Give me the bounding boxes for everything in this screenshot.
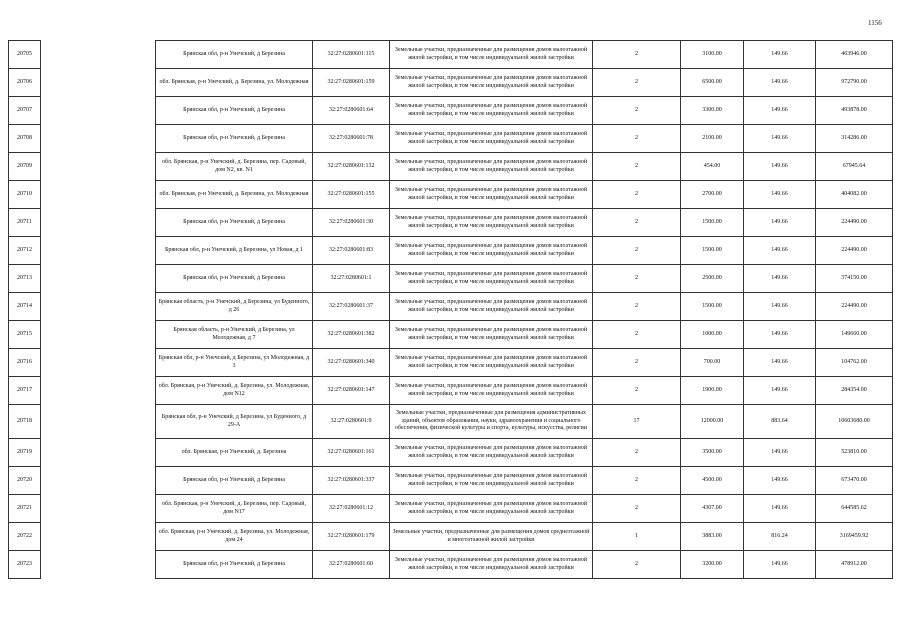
cadastral-number-cell: 32:27:0280601:30 <box>313 209 390 237</box>
land-use-cell: Земельные участки, предназначенные для размещения домов малоэтажной жилой застройки, в том числе индивидуальной жилой застройки <box>390 125 593 153</box>
area-cell: 3200.00 <box>681 551 744 579</box>
group-code-cell: 17 <box>593 405 681 439</box>
table-row <box>9 405 893 439</box>
table-row <box>9 153 893 181</box>
area-cell: 700.00 <box>681 349 744 377</box>
cadastral-value-cell: 644585.62 <box>816 495 893 523</box>
address-cell: Брянская обл, р-н Унечский, д Березина <box>156 125 313 153</box>
area-cell: 4500.00 <box>681 467 744 495</box>
area-cell: 1000.00 <box>681 321 744 349</box>
cadastral-value-cell: 3169459.92 <box>816 523 893 551</box>
spacer-cell <box>41 467 156 495</box>
cadastral-number-cell: 32:27:0280601:147 <box>313 377 390 405</box>
group-code-cell: 2 <box>593 551 681 579</box>
table-row <box>9 321 893 349</box>
cadastral-value-cell: 523810.00 <box>816 439 893 467</box>
address-cell: обл. Брянская, р-н Унечский, д. Березина, пер. Садовый, дом N2, кв. N1 <box>156 153 313 181</box>
rate-cell: 149.66 <box>744 551 816 579</box>
cadastral-number-cell: 32:27:0280601:9 <box>313 405 390 439</box>
spacer-cell <box>41 349 156 377</box>
record-number-cell: 20716 <box>9 349 41 377</box>
rate-cell: 149.66 <box>744 125 816 153</box>
cadastral-value-cell: 404082.00 <box>816 181 893 209</box>
spacer-cell <box>41 523 156 551</box>
rate-cell: 149.66 <box>744 265 816 293</box>
cadastral-value-cell: 972790.00 <box>816 69 893 97</box>
group-code-cell: 2 <box>593 153 681 181</box>
address-cell: обл. Брянская, р-н Унечский, д. Березина <box>156 439 313 467</box>
registry-table <box>8 40 893 579</box>
spacer-cell <box>41 265 156 293</box>
cadastral-number-cell: 32:27:0280601:37 <box>313 293 390 321</box>
spacer-cell <box>41 237 156 265</box>
land-use-cell: Земельные участки, предназначенные для размещения домов малоэтажной жилой застройки, в том числе индивидуальной жилой застройки <box>390 69 593 97</box>
group-code-cell: 2 <box>593 293 681 321</box>
area-cell: 1500.00 <box>681 237 744 265</box>
group-code-cell: 2 <box>593 97 681 125</box>
land-use-cell: Земельные участки, предназначенные для размещения домов малоэтажной жилой застройки, в том числе индивидуальной жилой застройки <box>390 439 593 467</box>
group-code-cell: 2 <box>593 377 681 405</box>
cadastral-number-cell: 32:27:0280601:132 <box>313 153 390 181</box>
land-use-cell: Земельные участки, предназначенные для размещения домов малоэтажной жилой застройки, в том числе индивидуальной жилой застройки <box>390 321 593 349</box>
land-use-cell: Земельные участки, предназначенные для размещения домов малоэтажной жилой застройки, в том числе индивидуальной жилой застройки <box>390 467 593 495</box>
address-cell: Брянская обл, р-н Унечский, д Березина, ул Буденного, д 29-А <box>156 405 313 439</box>
spacer-cell <box>41 495 156 523</box>
table-row <box>9 495 893 523</box>
group-code-cell: 2 <box>593 265 681 293</box>
cadastral-value-cell: 224490.00 <box>816 237 893 265</box>
rate-cell: 816.24 <box>744 523 816 551</box>
land-use-cell: Земельные участки, предназначенные для размещения домов малоэтажной жилой застройки, в том числе индивидуальной жилой застройки <box>390 41 593 69</box>
area-cell: 4307.00 <box>681 495 744 523</box>
address-cell: Брянская обл, р-н Унечский, д Березина <box>156 41 313 69</box>
cadastral-number-cell: 32:27:0280601:159 <box>313 69 390 97</box>
record-number-cell: 20705 <box>9 41 41 69</box>
table-row <box>9 523 893 551</box>
rate-cell: 149.66 <box>744 237 816 265</box>
cadastral-number-cell: 32:27:0280601:1 <box>313 265 390 293</box>
spacer-cell <box>41 209 156 237</box>
cadastral-number-cell: 32:27:0280601:161 <box>313 439 390 467</box>
record-number-cell: 20709 <box>9 153 41 181</box>
group-code-cell: 2 <box>593 467 681 495</box>
record-number-cell: 20712 <box>9 237 41 265</box>
rate-cell: 149.66 <box>744 293 816 321</box>
rate-cell: 149.66 <box>744 467 816 495</box>
spacer-cell <box>41 321 156 349</box>
table-row <box>9 439 893 467</box>
cadastral-number-cell: 32:27:0280601:155 <box>313 181 390 209</box>
cadastral-value-cell: 67945.64 <box>816 153 893 181</box>
spacer-cell <box>41 97 156 125</box>
address-cell: обл. Брянская, р-н Унечский, д. Березина, пер. Садовый, дом N17 <box>156 495 313 523</box>
area-cell: 2500.00 <box>681 265 744 293</box>
cadastral-value-cell: 224490.00 <box>816 209 893 237</box>
table-row <box>9 265 893 293</box>
group-code-cell: 2 <box>593 209 681 237</box>
spacer-cell <box>41 293 156 321</box>
address-cell: Брянская обл, р-н Унечский, д Березина, ул Новая, д 1 <box>156 237 313 265</box>
cadastral-value-cell: 673470.00 <box>816 467 893 495</box>
address-cell: обл. Брянская, р-н Унечский, д. Березина, ул. Молодежная <box>156 69 313 97</box>
rate-cell: 149.66 <box>744 181 816 209</box>
land-use-cell: Земельные участки, предназначенные для размещения домов малоэтажной жилой застройки, в том числе индивидуальной жилой застройки <box>390 181 593 209</box>
area-cell: 6500.00 <box>681 69 744 97</box>
table-row <box>9 237 893 265</box>
cadastral-value-cell: 478912.00 <box>816 551 893 579</box>
spacer-cell <box>41 181 156 209</box>
area-cell: 454.00 <box>681 153 744 181</box>
address-cell: Брянская область, р-н Унечский, д Березина, ул Буденного, д 26 <box>156 293 313 321</box>
rate-cell: 149.66 <box>744 495 816 523</box>
rate-cell: 149.66 <box>744 97 816 125</box>
cadastral-number-cell: 32:27:0280601:60 <box>313 551 390 579</box>
registry-body <box>9 41 893 579</box>
area-cell: 3883.00 <box>681 523 744 551</box>
rate-cell: 149.66 <box>744 209 816 237</box>
address-cell: Брянская обл, р-н Унечский, д Березина, ул Молодежная, д 3 <box>156 349 313 377</box>
table-row <box>9 125 893 153</box>
rate-cell: 149.66 <box>744 349 816 377</box>
rate-cell: 149.66 <box>744 377 816 405</box>
spacer-cell <box>41 439 156 467</box>
record-number-cell: 20711 <box>9 209 41 237</box>
rate-cell: 149.66 <box>744 153 816 181</box>
cadastral-value-cell: 224490.00 <box>816 293 893 321</box>
cadastral-value-cell: 284354.00 <box>816 377 893 405</box>
record-number-cell: 20715 <box>9 321 41 349</box>
record-number-cell: 20714 <box>9 293 41 321</box>
land-use-cell: Земельные участки, предназначенные для размещения домов малоэтажной жилой застройки, в том числе индивидуальной жилой застройки <box>390 153 593 181</box>
rate-cell: 883.64 <box>744 405 816 439</box>
area-cell: 2100.00 <box>681 125 744 153</box>
record-number-cell: 20713 <box>9 265 41 293</box>
area-cell: 2700.00 <box>681 181 744 209</box>
group-code-cell: 2 <box>593 237 681 265</box>
table-row <box>9 181 893 209</box>
address-cell: обл. Брянская, р-н Унечский, д. Березина, ул. Молодежная, дом N12 <box>156 377 313 405</box>
land-use-cell: Земельные участки, предназначенные для размещения домов среднеэтажной и многоэтажной жилой застройки <box>390 523 593 551</box>
address-cell: Брянская обл, р-н Унечский, д Березина <box>156 551 313 579</box>
area-cell: 12000.00 <box>681 405 744 439</box>
group-code-cell: 2 <box>593 125 681 153</box>
cadastral-number-cell: 32:27:0280601:12 <box>313 495 390 523</box>
record-number-cell: 20720 <box>9 467 41 495</box>
rate-cell: 149.66 <box>744 321 816 349</box>
group-code-cell: 2 <box>593 495 681 523</box>
group-code-cell: 2 <box>593 69 681 97</box>
land-use-cell: Земельные участки, предназначенные для размещения домов малоэтажной жилой застройки, в том числе индивидуальной жилой застройки <box>390 495 593 523</box>
cadastral-number-cell: 32:27:0280601:83 <box>313 237 390 265</box>
spacer-cell <box>41 405 156 439</box>
record-number-cell: 20723 <box>9 551 41 579</box>
rate-cell: 149.66 <box>744 439 816 467</box>
group-code-cell: 2 <box>593 181 681 209</box>
group-code-cell: 1 <box>593 523 681 551</box>
land-use-cell: Земельные участки, предназначенные для размещения домов малоэтажной жилой застройки, в том числе индивидуальной жилой застройки <box>390 209 593 237</box>
land-use-cell: Земельные участки, предназначенные для размещения домов малоэтажной жилой застройки, в том числе индивидуальной жилой застройки <box>390 293 593 321</box>
record-number-cell: 20721 <box>9 495 41 523</box>
area-cell: 3300.00 <box>681 97 744 125</box>
cadastral-value-cell: 314286.00 <box>816 125 893 153</box>
record-number-cell: 20722 <box>9 523 41 551</box>
cadastral-number-cell: 32:27:0280601:337 <box>313 467 390 495</box>
land-use-cell: Земельные участки, предназначенные для размещения домов малоэтажной жилой застройки, в том числе индивидуальной жилой застройки <box>390 97 593 125</box>
record-number-cell: 20706 <box>9 69 41 97</box>
rate-cell: 149.66 <box>744 41 816 69</box>
land-use-cell: Земельные участки, предназначенные для размещения домов малоэтажной жилой застройки, в том числе индивидуальной жилой застройки <box>390 551 593 579</box>
table-row <box>9 467 893 495</box>
cadastral-value-cell: 374150.00 <box>816 265 893 293</box>
cadastral-value-cell: 104762.00 <box>816 349 893 377</box>
spacer-cell <box>41 69 156 97</box>
record-number-cell: 20707 <box>9 97 41 125</box>
table-row <box>9 551 893 579</box>
area-cell: 1900.00 <box>681 377 744 405</box>
table-row <box>9 377 893 405</box>
spacer-cell <box>41 377 156 405</box>
cadastral-value-cell: 10603680.00 <box>816 405 893 439</box>
spacer-cell <box>41 551 156 579</box>
group-code-cell: 2 <box>593 439 681 467</box>
address-cell: Брянская область, р-н Унечский, д Березина, ул Молодежная, д 7 <box>156 321 313 349</box>
record-number-cell: 20710 <box>9 181 41 209</box>
group-code-cell: 2 <box>593 321 681 349</box>
cadastral-number-cell: 32:27:0280601:179 <box>313 523 390 551</box>
area-cell: 3500.00 <box>681 439 744 467</box>
address-cell: Брянская обл, р-н Унечский, д Березина <box>156 209 313 237</box>
land-use-cell: Земельные участки, предназначенные для размещения домов малоэтажной жилой застройки, в том числе индивидуальной жилой застройки <box>390 377 593 405</box>
land-use-cell: Земельные участки, предназначенные для размещения домов малоэтажной жилой застройки, в том числе индивидуальной жилой застройки <box>390 237 593 265</box>
record-number-cell: 20708 <box>9 125 41 153</box>
page-number: 1156 <box>868 19 882 27</box>
land-use-cell: Земельные участки, предназначенные для размещения домов малоэтажной жилой застройки, в том числе индивидуальной жилой застройки <box>390 265 593 293</box>
address-cell: Брянская обл, р-н Унечский, д Березина <box>156 467 313 495</box>
spacer-cell <box>41 41 156 69</box>
table-row <box>9 349 893 377</box>
address-cell: обл. Брянская, р-н Унечский, д. Березина, ул. Молодежная, дом 24 <box>156 523 313 551</box>
land-use-cell: Земельные участки, предназначенные для размещения домов малоэтажной жилой застройки, в том числе индивидуальной жилой застройки <box>390 349 593 377</box>
cadastral-value-cell: 149660.00 <box>816 321 893 349</box>
cadastral-value-cell: 463946.00 <box>816 41 893 69</box>
cadastral-number-cell: 32:27:0280601:340 <box>313 349 390 377</box>
cadastral-number-cell: 32:27:0280601:78 <box>313 125 390 153</box>
area-cell: 3100.00 <box>681 41 744 69</box>
area-cell: 1500.00 <box>681 293 744 321</box>
group-code-cell: 2 <box>593 349 681 377</box>
address-cell: Брянская обл, р-н Унечский, д Березина <box>156 265 313 293</box>
area-cell: 1500.00 <box>681 209 744 237</box>
record-number-cell: 20718 <box>9 405 41 439</box>
record-number-cell: 20717 <box>9 377 41 405</box>
rate-cell: 149.66 <box>744 69 816 97</box>
record-number-cell: 20719 <box>9 439 41 467</box>
spacer-cell <box>41 153 156 181</box>
spacer-cell <box>41 125 156 153</box>
table-row <box>9 69 893 97</box>
group-code-cell: 2 <box>593 41 681 69</box>
cadastral-number-cell: 32:27:0280601:64 <box>313 97 390 125</box>
cadastral-number-cell: 32:27:0280601:115 <box>313 41 390 69</box>
table-row <box>9 41 893 69</box>
address-cell: обл. Брянская, р-н Унечский, д. Березина, ул. Молодежная <box>156 181 313 209</box>
land-use-cell: Земельные участки, предназначенные для размещения административных зданий, объектов образования, науки, здравоохранения и социального обеспечения, физической культуры и спорта, культуры, искусства, религии <box>390 405 593 439</box>
address-cell: Брянская обл, р-н Унечский, д Березина <box>156 97 313 125</box>
cadastral-number-cell: 32:27:0280601:382 <box>313 321 390 349</box>
table-row <box>9 209 893 237</box>
table-row <box>9 97 893 125</box>
cadastral-value-cell: 493878.00 <box>816 97 893 125</box>
table-row <box>9 293 893 321</box>
